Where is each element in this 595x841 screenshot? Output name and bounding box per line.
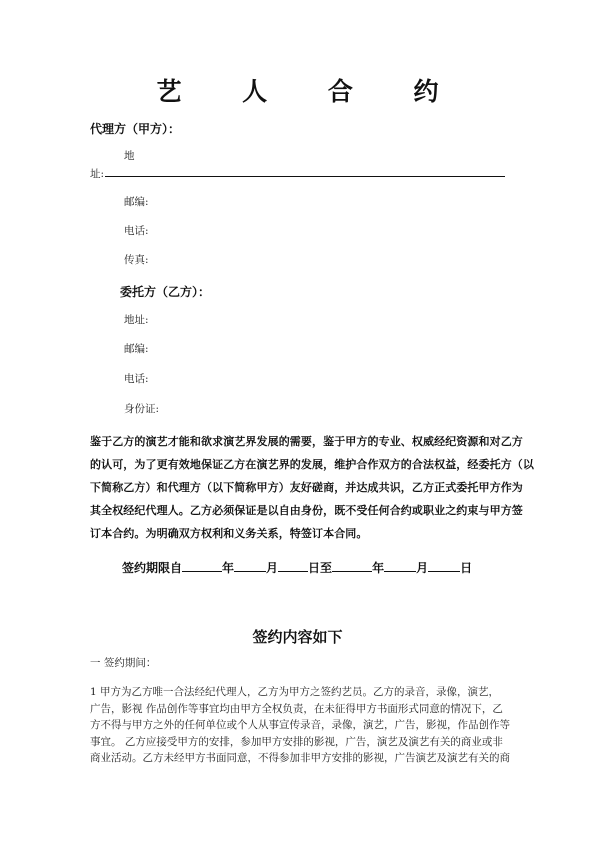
- party-b-id-label: 身份证:: [124, 403, 160, 415]
- clause-line: 事宜。 乙方应接受甲方的安排，参加甲方安排的影视，广告，演艺及演艺有关的商业或非: [90, 736, 503, 748]
- term-month1: 月: [266, 561, 279, 575]
- clause-line: 方不得与甲方之外的任何单位或个人从事宣传录音，录像，演艺，广告，影视，作品创作等: [90, 719, 510, 731]
- preamble-line: 鉴于乙方的演艺才能和欲求演艺界发展的需要，鉴于甲方的专业、权威经纪资源和对乙方: [90, 435, 523, 448]
- term-line: [122, 559, 472, 576]
- term-year2: 年: [372, 561, 385, 575]
- party-a-fax-label: 传真:: [124, 254, 149, 266]
- term-year1: 年: [222, 561, 235, 575]
- preamble-line: 订本合约。为明确双方权利和义务关系，特签订本合同。: [90, 527, 368, 540]
- party-b-address-label: 地址:: [124, 314, 149, 326]
- party-b-phone-label: 电话:: [124, 373, 149, 385]
- term-prefix: 签约期限自: [122, 561, 183, 575]
- term-month2-blank[interactable]: [384, 559, 416, 572]
- term-year1-blank[interactable]: [182, 559, 222, 572]
- party-a-address-underline: [105, 176, 505, 177]
- term-month1-blank[interactable]: [234, 559, 266, 572]
- term-month2: 月: [416, 561, 429, 575]
- section-heading: 签约内容如下: [252, 628, 343, 646]
- term-day2: 日: [460, 561, 473, 575]
- party-a-heading: 代理方（甲方）：: [90, 122, 181, 136]
- party-b-postcode-label: 邮编:: [124, 343, 149, 355]
- clause-line: 1 甲方为乙方唯一合法经纪代理人，乙方为甲方之签约艺员。乙方的录音，录像，演艺，: [90, 686, 500, 698]
- preamble-line: 下简称乙方）和代理方（以下简称甲方）友好磋商，并达成共识，乙方正式委托甲方作为: [90, 481, 523, 494]
- party-a-postcode-label: 邮编:: [124, 196, 149, 208]
- party-a-phone-label: 电话:: [124, 225, 149, 237]
- term-year2-blank[interactable]: [332, 559, 372, 572]
- preamble-line: 其全权经纪代理人。乙方必须保证是以自由身份，既不受任何合约或职业之约束与甲方签: [90, 504, 523, 517]
- clause-line: 广告，影视 作品创作等事宜均由甲方全权负责，在未征得甲方书面形式同意的情况下，乙: [90, 703, 503, 715]
- term-day1: 日至: [308, 561, 333, 575]
- party-a-address-label-bottom: 址:: [90, 168, 105, 180]
- party-b-heading: 委托方（乙方）：: [120, 285, 211, 299]
- term-day2-blank[interactable]: [428, 559, 460, 572]
- clause-line: 商业活动。乙方未经甲方书面同意，不得参加非甲方安排的影视，广告演艺及演艺有关的商: [90, 752, 510, 764]
- party-a-address-label-top: 地: [124, 150, 135, 162]
- document-title: 艺 人 合 约: [156, 77, 465, 106]
- preamble-line: 的认可，为了更有效地保证乙方在演艺界的发展，维护合作双方的合法权益，经委托方（以: [90, 458, 534, 471]
- clause-heading: 一 签约期间：: [90, 657, 157, 669]
- term-day1-blank[interactable]: [278, 559, 308, 572]
